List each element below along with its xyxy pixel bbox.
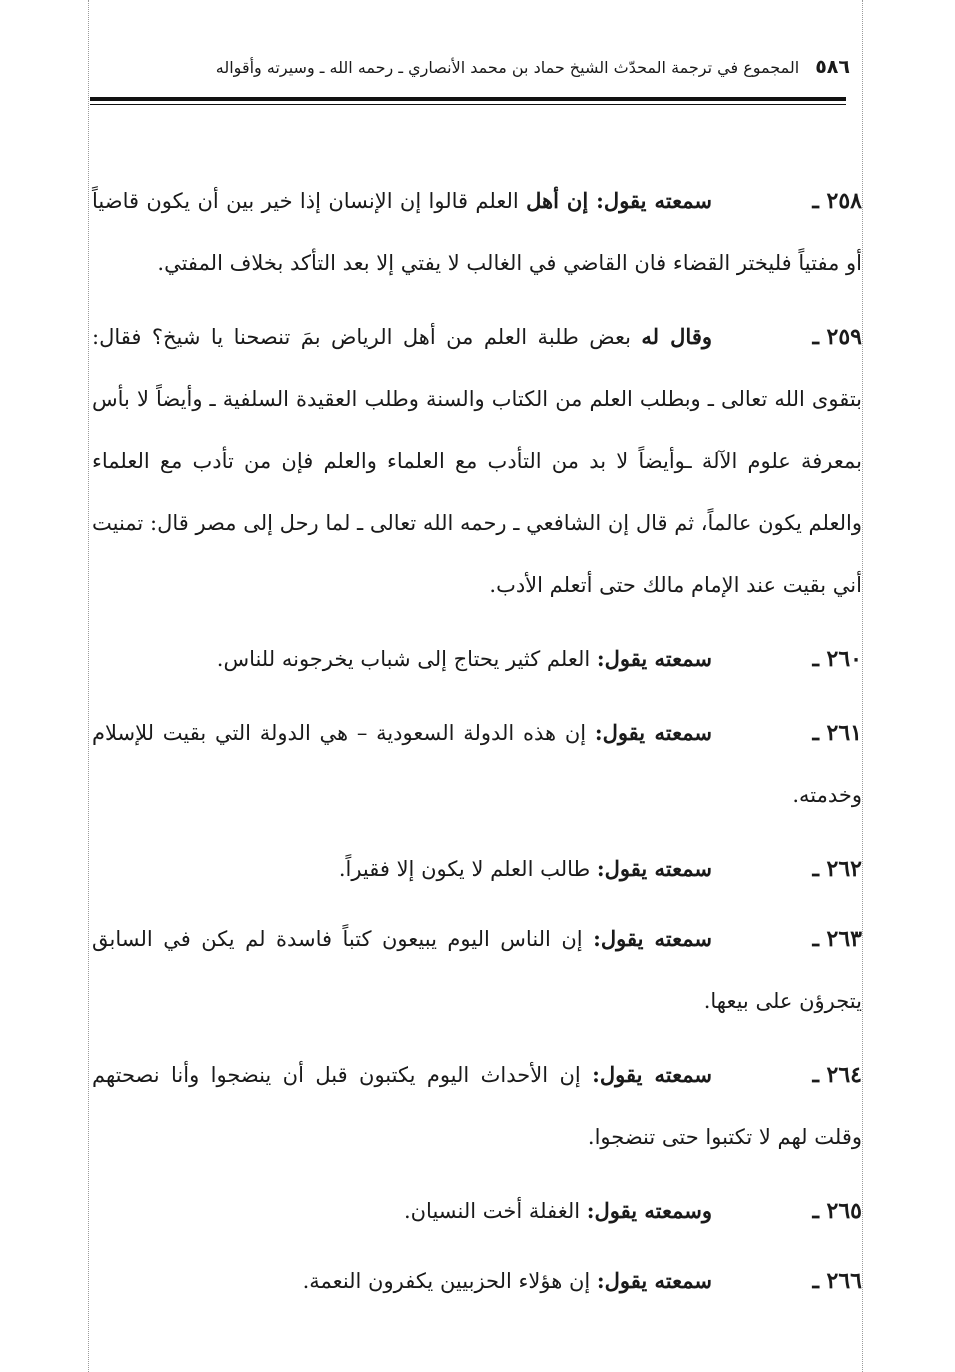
entry-number: ٢٦٣ ـ (812, 926, 862, 952)
page-number: ٥٨٦ (815, 56, 850, 78)
entry-text: إن هؤلاء الحزبيين يكفرون النعمة. (302, 1269, 597, 1293)
entry-lead: سمعته يقول: إن أهل (526, 188, 712, 213)
entry-text: العلم قالوا إن الإنسان إذا خير بين أن يكون قاضياً أو مفتياً فليختر القضاء فان القاضي في الغالب لا يفتي إلا بعد التأكد بخلاف المفتي. (92, 189, 862, 275)
entry-lead: وقال له (641, 324, 712, 349)
entry-number: ٢٦٦ ـ (812, 1268, 862, 1294)
entry-text: طالب العلم لا يكون إلا فقيراً. (338, 857, 597, 881)
entry-number: ٢٥٨ ـ (812, 188, 862, 214)
entry-lead: سمعته يقول: (593, 926, 712, 951)
entry-number: ٢٥٩ ـ (812, 324, 862, 350)
entry-number: ٢٦٢ ـ (812, 856, 862, 882)
entry-260 (92, 628, 862, 690)
header-rule-thick (90, 97, 846, 101)
entry-number: ٢٦١ ـ (812, 720, 862, 746)
entry-lead: سمعته يقول: (592, 1062, 712, 1087)
entry-263 (92, 908, 862, 1032)
entry-265 (92, 1180, 862, 1242)
entry-264 (92, 1044, 862, 1168)
entry-number: ٢٦٥ ـ (812, 1198, 862, 1224)
entry-261 (92, 702, 862, 826)
entry-number: ٢٦٤ ـ (812, 1062, 862, 1088)
entry-number: ٢٦٠ ـ (812, 646, 862, 672)
entry-lead: سمعته يقول: (596, 856, 712, 881)
entry-lead: سمعته يقول: (594, 720, 712, 745)
entry-text: الغفلة أخت النسيان. (403, 1199, 587, 1223)
entry-text: بعض طلبة العلم من أهل الرياض بمَ تنصحنا يا شيخ؟ فقال: بتقوى الله تعالى ـ وبطلب العلم من الكتاب والسنة وطلب العقيدة السلفية ـ وأيضاً لا بأس بمعرفة علوم الآلة ـوأيضاً لا بد من التأدب مع العلماء والعلم فإن من تأدب مع العلماء والعلم يكون عالماً، ثم قال إن الشافعي ـ رحمه الله تعالى ـ لما رحل إلى مصر قال: تمنيت أني بقيت عند الإمام مالك حتى أتعلم الأدب. (92, 325, 862, 597)
entry-text: إن الناس اليوم يبيعون كتباً فاسدة لم يكن في السابق يتجرؤن على بيعها. (92, 927, 862, 1013)
entry-259 (92, 306, 862, 616)
scan-margin-left (88, 0, 89, 1372)
page-header (90, 50, 850, 84)
entry-lead: سمعته يقول: (596, 1268, 712, 1293)
entry-text: إن هذه الدولة السعودية – هي الدولة التي بقيت للإسلام وخدمته. (92, 721, 862, 807)
header-rule-thin (90, 104, 846, 105)
entry-text: إن الأحداث اليوم يكتبون قبل أن ينضجوا وأنا نصحتهم وقلت لهم لا تكتبوا حتى تنضجوا. (92, 1063, 862, 1149)
body-text (92, 170, 862, 1320)
entry-lead: سمعته يقول: (596, 646, 712, 671)
entry-text: العلم كثير يحتاج إلى شباب يخرجونه للناس. (216, 647, 597, 671)
entry-262 (92, 838, 862, 900)
running-title: المجموع في ترجمة المحدّث الشيخ حماد بن محمد الأنصاري ـ رحمه الله ـ وسيرته وأقواله (215, 57, 800, 77)
entry-266 (92, 1250, 862, 1312)
entry-lead: وسمعته يقول: (586, 1198, 712, 1223)
scan-margin-right (862, 0, 863, 1372)
entry-258 (92, 170, 862, 294)
